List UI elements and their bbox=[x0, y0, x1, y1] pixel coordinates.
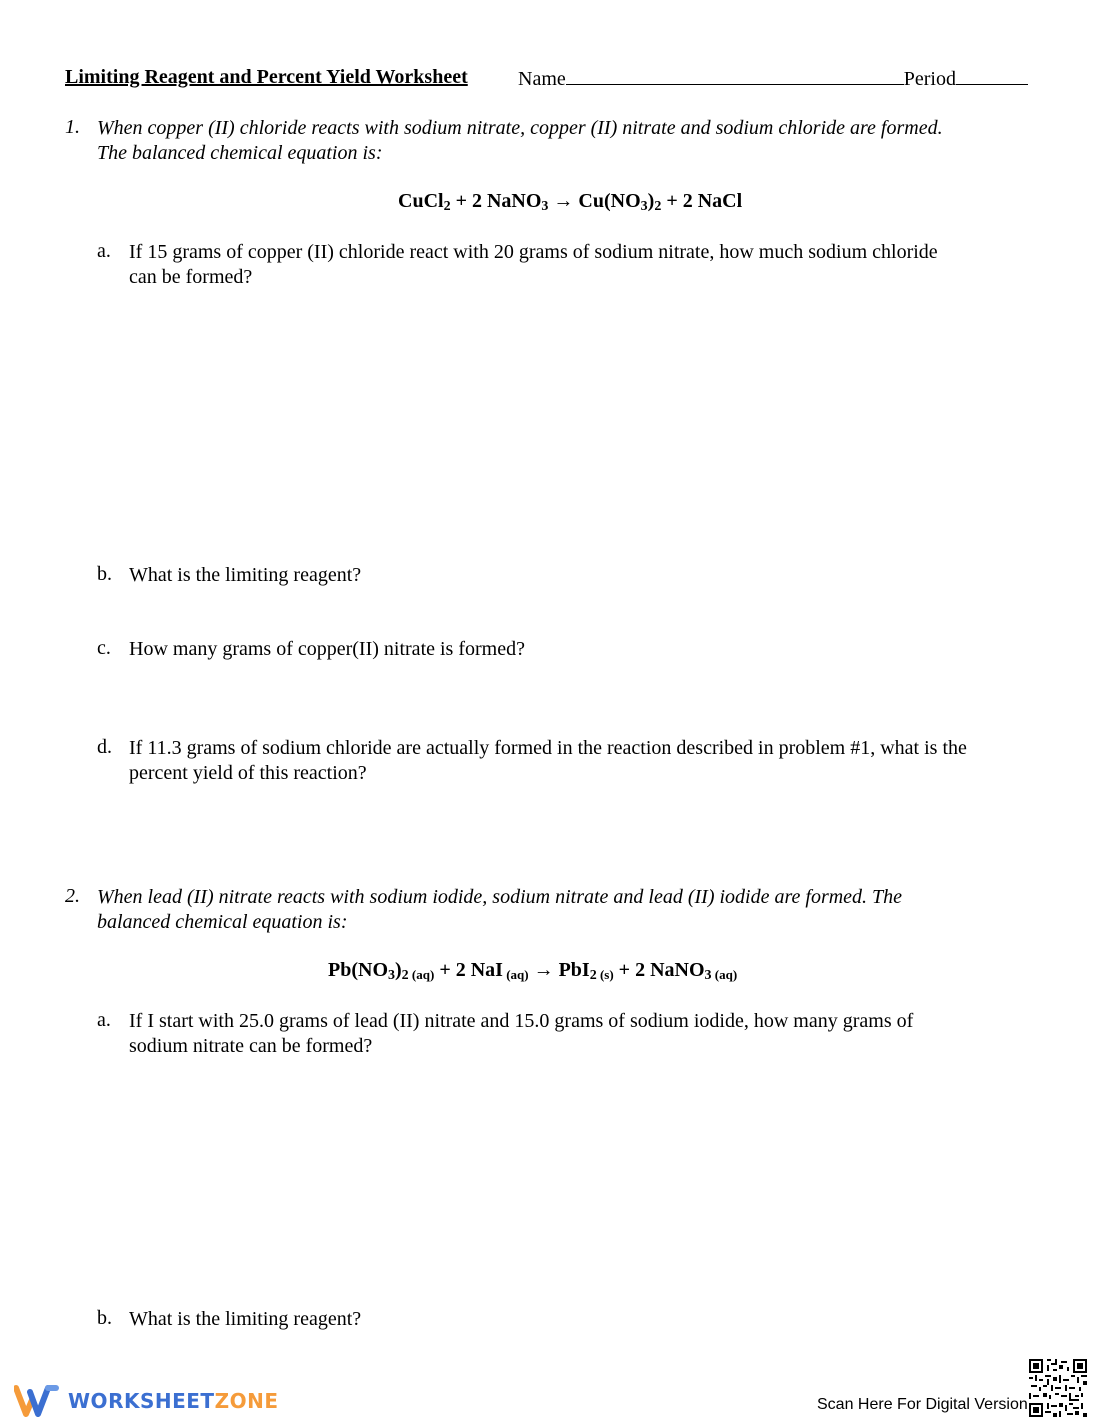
eq1-cuno: Cu(NO bbox=[578, 190, 641, 212]
name-blank[interactable] bbox=[566, 66, 904, 85]
q1-part-d-line-2: percent yield of this reaction? bbox=[129, 762, 367, 784]
brand-name-part-1: WORKSHEET bbox=[68, 1389, 215, 1413]
q1-part-b-letter: b. bbox=[97, 563, 112, 585]
eq1-sub: 2 bbox=[443, 199, 451, 214]
eq2-sub: 3 bbox=[704, 968, 712, 983]
eq1-nano: + 2 NaNO bbox=[450, 190, 542, 212]
brand-name bbox=[68, 1389, 278, 1413]
eq2-paren: ) bbox=[395, 959, 402, 981]
question-1-equation bbox=[398, 190, 742, 215]
name-label: Name bbox=[518, 68, 566, 90]
q1-part-a-line-2: can be formed? bbox=[129, 266, 253, 288]
q1-part-a-text bbox=[129, 240, 1059, 290]
question-2-line-2: balanced chemical equation is: bbox=[97, 911, 348, 933]
eq2-state: (aq) bbox=[502, 967, 529, 982]
scan-digital-version-text: Scan Here For Digital Version bbox=[817, 1396, 1028, 1413]
q2-part-a-letter: a. bbox=[97, 1009, 111, 1031]
eq2-sub: 3 bbox=[388, 968, 395, 983]
q1-part-b-text: What is the limiting reagent? bbox=[129, 564, 362, 586]
q1-part-d-letter: d. bbox=[97, 736, 112, 758]
eq2-state: (s) bbox=[596, 967, 614, 982]
eq1-cucl: CuCl bbox=[398, 190, 444, 212]
eq2-state: (aq) bbox=[711, 967, 738, 982]
q1-part-a-letter: a. bbox=[97, 240, 111, 262]
eq1-sub: 3 bbox=[640, 199, 648, 214]
eq2-nai: + 2 NaI bbox=[434, 959, 503, 981]
q2-part-b-letter: b. bbox=[97, 1307, 112, 1329]
q2-part-b-text: What is the limiting reagent? bbox=[129, 1308, 362, 1330]
eq1-nacl: + 2 NaCl bbox=[661, 190, 743, 212]
question-1-number: 1. bbox=[65, 116, 80, 138]
brand-name-part-2: ZONE bbox=[214, 1389, 279, 1413]
eq1-sub: 2 bbox=[654, 199, 662, 214]
period-label: Period bbox=[903, 68, 956, 90]
question-2-text bbox=[97, 885, 1057, 935]
eq2-pbno: Pb(NO bbox=[328, 959, 388, 981]
q2-part-a-line-1: If I start with 25.0 grams of lead (II) nitrate and 15.0 grams of sodium iodide, how many grams of bbox=[129, 1010, 914, 1032]
worksheet-title: Limiting Reagent and Percent Yield Worksheet bbox=[65, 66, 468, 88]
eq2-sub: 2 bbox=[589, 968, 597, 983]
q1-part-a-line-1: If 15 grams of copper (II) chloride react with 20 grams of sodium nitrate, how much sodium chloride bbox=[129, 241, 938, 263]
worksheetzone-logo[interactable] bbox=[14, 1384, 278, 1418]
qr-code-icon[interactable] bbox=[1029, 1359, 1087, 1417]
name-period-fields bbox=[518, 66, 1028, 91]
q2-part-a-line-2: sodium nitrate can be formed? bbox=[129, 1035, 373, 1057]
arrow-right-icon: → bbox=[528, 959, 559, 981]
worksheetzone-logo-icon bbox=[14, 1384, 60, 1418]
eq1-sub: 3 bbox=[541, 199, 549, 214]
eq1-paren: ) bbox=[647, 190, 655, 212]
question-1-text bbox=[97, 116, 1057, 166]
eq2-sub: 2 bbox=[401, 968, 409, 983]
eq2-nano: + 2 NaNO bbox=[613, 959, 705, 981]
period-blank[interactable] bbox=[956, 66, 1028, 85]
eq2-pbi: PbI bbox=[558, 959, 590, 981]
q2-part-a-text bbox=[129, 1009, 1059, 1059]
question-2-number: 2. bbox=[65, 885, 80, 907]
q1-part-c-letter: c. bbox=[97, 637, 111, 659]
eq2-state: (aq) bbox=[408, 967, 435, 982]
question-2-line-1: When lead (II) nitrate reacts with sodium iodide, sodium nitrate and lead (II) iodide are formed. The bbox=[97, 886, 903, 908]
q1-part-c-text: How many grams of copper(II) nitrate is formed? bbox=[129, 638, 525, 660]
q1-part-d-text bbox=[129, 736, 1069, 786]
q1-part-d-line-1: If 11.3 grams of sodium chloride are actually formed in the reaction described in problem #1, what is the bbox=[129, 737, 967, 759]
question-1-line-2: The balanced chemical equation is: bbox=[97, 142, 383, 164]
question-2-equation bbox=[328, 959, 737, 984]
arrow-right-icon: → bbox=[548, 190, 579, 212]
question-1-line-1: When copper (II) chloride reacts with sodium nitrate, copper (II) nitrate and sodium chloride are formed. bbox=[97, 117, 943, 139]
